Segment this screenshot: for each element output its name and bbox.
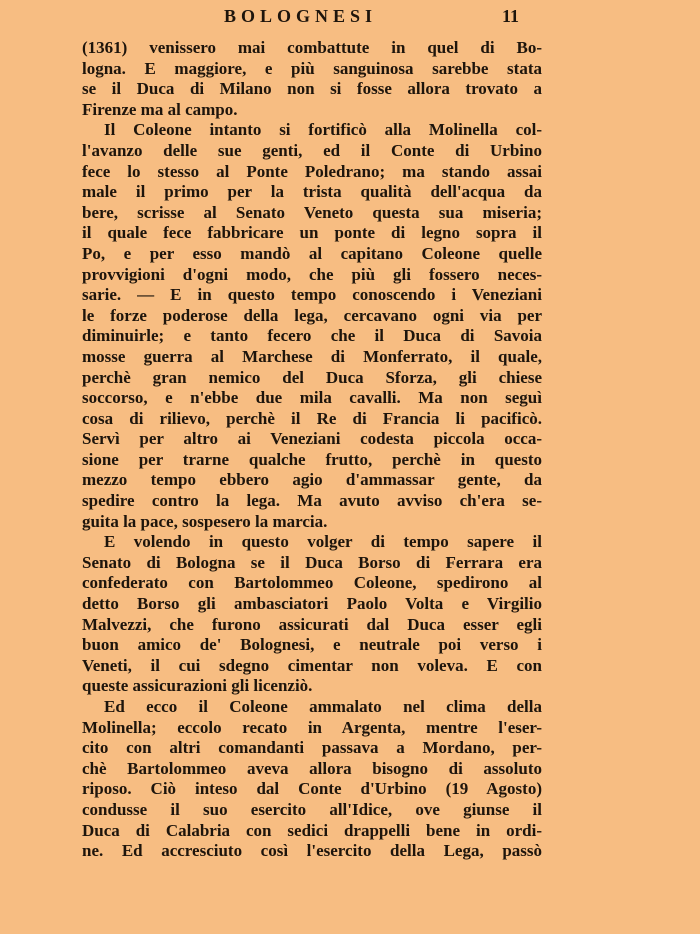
text-line: ne. Ed accresciuto così l'esercito della Lega, passò xyxy=(82,841,542,861)
text-line: sarie. — E in questo tempo conoscendo i Veneziani xyxy=(82,285,542,305)
text-line: mosse guerra al Marchese di Monferrato, il quale, xyxy=(82,346,542,366)
text-line: cito con altri comandanti passava a Mordano, per- xyxy=(82,738,542,758)
text-line: chè Bartolommeo aveva allora bisogno di assoluto xyxy=(82,758,542,778)
text-line: bere, scrisse al Senato Veneto questa sua miseria; xyxy=(82,202,542,222)
text-line: spedire contro la lega. Ma avuto avviso ch'era se- xyxy=(82,491,542,511)
text-line: E volendo in questo volger di tempo sapere il xyxy=(104,532,542,552)
text-line: Veneti, il cui sdegno cimentar non voleva. E con xyxy=(82,655,542,675)
text-line: l'avanzo delle sue genti, ed il Conte di Urbino xyxy=(82,140,542,160)
text-line: logna. E maggiore, e più sanguinosa sarebbe stata xyxy=(82,58,542,78)
text-line: detto Borso gli ambasciatori Paolo Volta e Virgilio xyxy=(82,594,542,614)
text-line: guita la pace, sospesero la marcia. xyxy=(82,511,328,531)
running-title: BOLOGNESI xyxy=(224,6,378,26)
text-line: le forze poderose della lega, cercavano ogni via per xyxy=(82,305,542,325)
text-line: Firenze ma al campo. xyxy=(82,99,238,119)
text-line: confederato con Bartolommeo Coleone, spedirono al xyxy=(82,573,542,593)
text-line: Senato di Bologna se il Duca Borso di Ferrara era xyxy=(82,552,542,572)
text-line: (1361) venissero mai combattute in quel di Bo- xyxy=(82,38,542,57)
text-line: riposo. Ciò inteso dal Conte d'Urbino (19 Agosto) xyxy=(82,779,542,799)
text-line: cosa di rilievo, perchè il Re di Francia li pacificò. xyxy=(82,408,542,428)
text-line: male il primo per la trista qualità dell'acqua da xyxy=(82,182,542,202)
text-line: provvigioni d'ogni modo, che più gli fossero neces- xyxy=(82,264,542,284)
text-line: Malvezzi, che furono assicurati dal Duca esser egli xyxy=(82,614,542,634)
text-line: condusse il suo esercito all'Idice, ove giunse il xyxy=(82,799,542,819)
text-line: Ed ecco il Coleone ammalato nel clima della xyxy=(104,697,542,716)
text-line: Servì per altro ai Veneziani codesta piccola occa- xyxy=(82,429,542,449)
text-line: buon amico de' Bolognesi, e neutrale poi verso i xyxy=(82,635,542,655)
text-line: queste assicurazioni gli licenziò. xyxy=(82,676,313,696)
text-line: perchè gran nemico del Duca Sforza, gli chiese xyxy=(82,367,542,387)
text-line: sione per trarne qualche frutto, perchè in questo xyxy=(82,449,542,469)
text-line: Duca di Calabria con sedici drappelli bene in ordi- xyxy=(82,820,542,840)
text-line: diminuirle; e tanto fecero che il Duca di Savoia xyxy=(82,326,542,346)
text-line: il quale fece fabbricare un ponte di legno sopra il xyxy=(82,223,542,243)
text-line: fece lo stesso al Ponte Poledrano; ma stando assai xyxy=(82,161,542,181)
text-line: Po, e per esso mandò al capitano Coleone quelle xyxy=(82,243,542,263)
running-head xyxy=(0,4,700,30)
page-number: 11 xyxy=(502,6,520,26)
body-text xyxy=(82,38,542,862)
text-line: soccorso, e n'ebbe due mila cavalli. Ma non seguì xyxy=(82,388,542,408)
text-line: se il Duca di Milano non si fosse allora trovato a xyxy=(82,79,542,99)
text-line: mezzo tempo ebbero agio d'ammassar gente, da xyxy=(82,470,542,490)
text-line: Il Coleone intanto si fortificò alla Molinella col- xyxy=(104,120,542,140)
text-line: Molinella; eccolo recato in Argenta, mentre l'eser- xyxy=(82,717,542,737)
